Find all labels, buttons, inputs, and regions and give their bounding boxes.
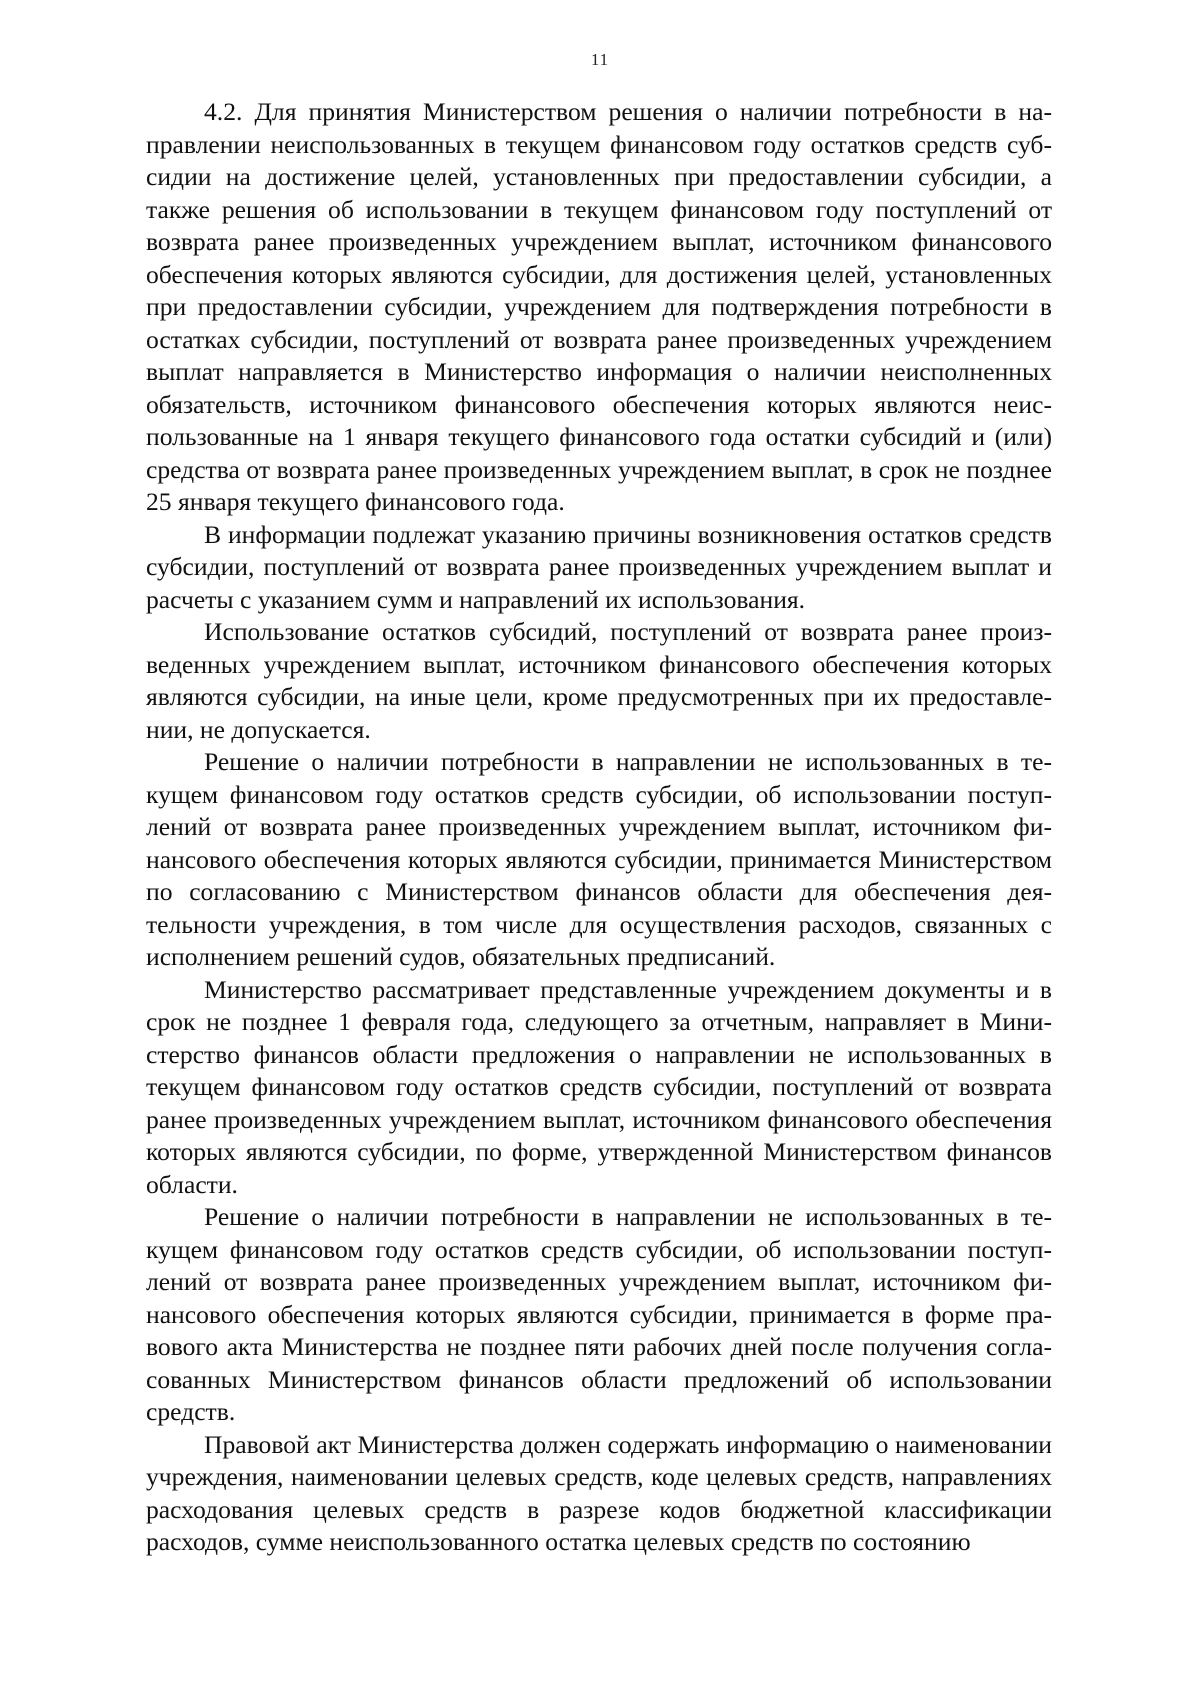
- document-body: [146, 96, 1052, 1559]
- paragraph-legal-act-contents: Правовой акт Министерства должен содержать информацию о наименовании учреждения, наименовании целевых средств, коде целевых средств, направлениях расходования целевых средств в разрезе кодов бюджетной классификации расходов, сумме неиспользованного остатка целевых средств по состоянию: [146, 1429, 1052, 1556]
- paragraph-decision-agreement: Решение о наличии потребности в направлении не использованных в текущем финансовом году остатков средств субсидии, об использовании поступлений от возврата ранее произведенных учреждением выплат, источником финансового обеспечения которых являются субсидии, принимается Министерством по согласованию с Министерством финансов области для обеспечения деятельности учреждения, в том числе для осуществления расходов, связанных с исполнением решений судов, обязательных предписаний.: [146, 747, 1052, 971]
- paragraph-use-restriction: Использование остатков субсидий, поступлений от возврата ранее произведенных учреждением выплат, источником финансового обеспечения которых являются субсидии, на иные цели, кроме предусмотренных при их предоставлении, не допускается.: [146, 617, 1052, 744]
- paragraph-information-content: В информации подлежат указанию причины возникновения остатков средств субсидии, поступлений от возврата ранее произведенных учреждением выплат и расчеты с указанием сумм и направлений их использования.: [146, 519, 1052, 614]
- page-number: 11: [590, 50, 610, 69]
- paragraph-decision-legal-act: Решение о наличии потребности в направлении не использованных в текущем финансовом году остатков средств субсидии, об использовании поступлений от возврата ранее произведенных учреждением выплат, источником финансового обеспечения которых являются субсидии, принимается в форме правового акта Министерства не позднее пяти рабочих дней после получения согласованных Министерством финансов области предложений об использовании средств.: [146, 1202, 1052, 1426]
- paragraph-4-2: 4.2. Для принятия Министерством решения о наличии потребности в направлении неиспользованных в текущем финансовом году остатков средств субсидии на достижение целей, установленных при предоставлении субсидии, а также решения об использовании в текущем финансовом году поступлений от возврата ранее произведенных учреждением выплат, источником финансового обеспечения которых являются субсидии, для достижения целей, установленных при предоставлении субсидии, учреждением для подтверждения потребности в остатках субсидии, поступлений от возврата ранее произведенных учреждением выплат направляется в Министерство информация о наличии неисполненных обязательств, источником финансового обеспечения которых являются неиспользованные на 1 января текущего финансового года остатки субсидий и (или) средства от возврата ранее произведенных учреждением выплат, в срок не позднее 25 января текущего финансового года.: [146, 97, 1052, 516]
- paragraph-ministry-review: Министерство рассматривает представленные учреждением документы и в срок не позднее 1 февраля года, следующего за отчетным, направляет в Министерство финансов области предложения о направлении не использованных в текущем финансовом году остатков средств субсидии, поступлений от возврата ранее произведенных учреждением выплат, источником финансового обеспечения которых являются субсидии, по форме, утвержденной Министерством финансов области.: [146, 974, 1052, 1199]
